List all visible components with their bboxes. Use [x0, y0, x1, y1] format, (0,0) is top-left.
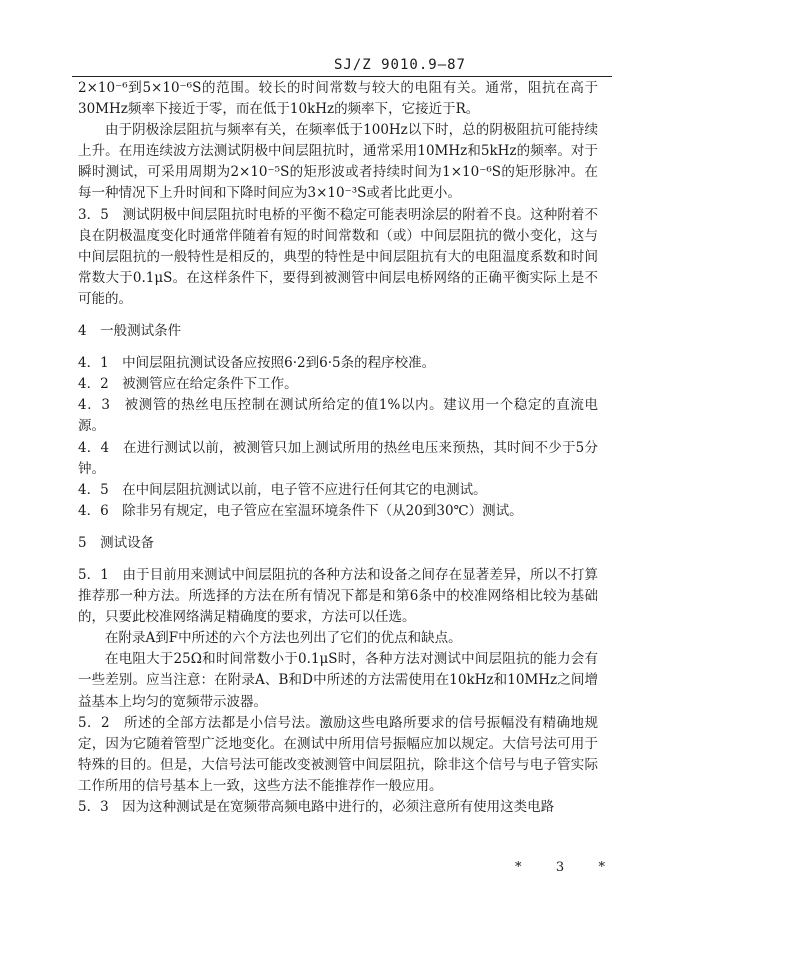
section-heading-4: 4 一般测试条件: [78, 323, 182, 340]
paragraph-appendix-methods: 在附录A到F中所述的六个方法也列出了它们的优点和缺点。: [105, 630, 462, 647]
clause-4-5: 4．5 在中间层阻抗测试以前，电子管不应进行任何其它的电测试。: [78, 481, 487, 498]
footer-right-asterisk: *: [598, 860, 605, 875]
body-text: [78, 78, 598, 818]
clause-5-3: 5．3 因为这种测试是在宽频带高频电路中进行的，必须注意所有使用这类电路: [78, 799, 555, 815]
section-heading-5: 5 测试设备: [78, 534, 155, 551]
page-number: 3: [555, 860, 565, 875]
paragraph-resistance-note: 在电阻大于25Ω和时间常数小于0.1μS时，各种方法对测试中间层阻抗的能力会有一些差别。应当注意：在附录A、B和D中所述的方法需使用在10kHz和10MHz之间增益基本上均匀的宽频带示波器。: [78, 651, 598, 710]
paragraph-cathode-impedance: 由于阴极涂层阻抗与频率有关，在频率低于100Hz以下时，总的阴极阻抗可能持续上升。在用连续波方法测试阴极中间层阻抗时，通常采用10MHz和5kHz的频率。对于瞬时测试，可采用周期为2×10⁻⁵S的矩形波或者持续时间为1×10⁻⁶S的矩形脉冲。在每一种情况下上升时间和下降时间应为3×10⁻³S或者比此更小。: [78, 122, 598, 202]
footer-left-asterisk: *: [515, 860, 522, 875]
clause-4-1: 4．1 中间层阻抗测试设备应按照6·2到6·5条的程序校准。: [78, 355, 436, 372]
clause-5-1: 5．1 由于目前用来测试中间层阻抗的各种方法和设备之间存在显著差异，所以不打算推荐那一种方法。所选择的方法在所有情况下都是和第6条中的校准网络相比较为基础的，只要此校准网络满足精确度的要求，方法可以任选。: [78, 566, 598, 626]
header-rule: [72, 76, 612, 77]
page-footer: [515, 860, 605, 875]
clause-4-2: 4．2 被测管应在给定条件下工作。: [78, 376, 298, 393]
clause-3-5: 3．5 测试阴极中间层阻抗时电桥的平衡不稳定可能表明涂层的附着不良。这种附着不良在阴极温度变化时通常伴随着有短的时间常数和（或）中间层阻抗的微小变化，这与中间层阻抗的一般特性是相反的，典型的特性是中间层阻抗有大的电阻温度系数和时间常数大于0.1μS。在这样条件下，要得到被测管中间层电桥网络的正确平衡实际上是不可能的。: [78, 206, 598, 307]
clause-5-2: 5．2 所述的全部方法都是小信号法。激励这些电路所要求的信号振幅没有精确地规定，因为它随着管型广泛地变化。在测试中所用信号振幅应加以规定。大信号法可用于特殊的目的。但是，大信号法可能改变被测管中间层阻抗，除非这个信号与电子管实际工作所用的信号基本上一致，这些方法不能推荐作一般应用。: [78, 714, 598, 794]
standard-number-header: SJ/Z 9010.9—87: [333, 57, 466, 73]
clause-4-4: 4．4 在进行测试以前，被测管只加上测试所用的热丝电压来预热，其时间不少于5分钟。: [78, 439, 598, 477]
clause-4-3: 4．3 被测管的热丝电压控制在测试所给定的值1%以内。建议用一个稳定的直流电源。: [78, 397, 598, 435]
paragraph-3-4-continued: 2×10⁻⁶到5×10⁻⁶S的范围。较长的时间常数与较大的电阻有关。通常，阻抗在高于30MHz频率下接近于零，而在低于10kHz的频率下，它接近于R。: [78, 80, 598, 118]
clause-4-6: 4．6 除非另有规定，电子管应在室温环境条件下（从20到30℃）测试。: [78, 502, 523, 519]
